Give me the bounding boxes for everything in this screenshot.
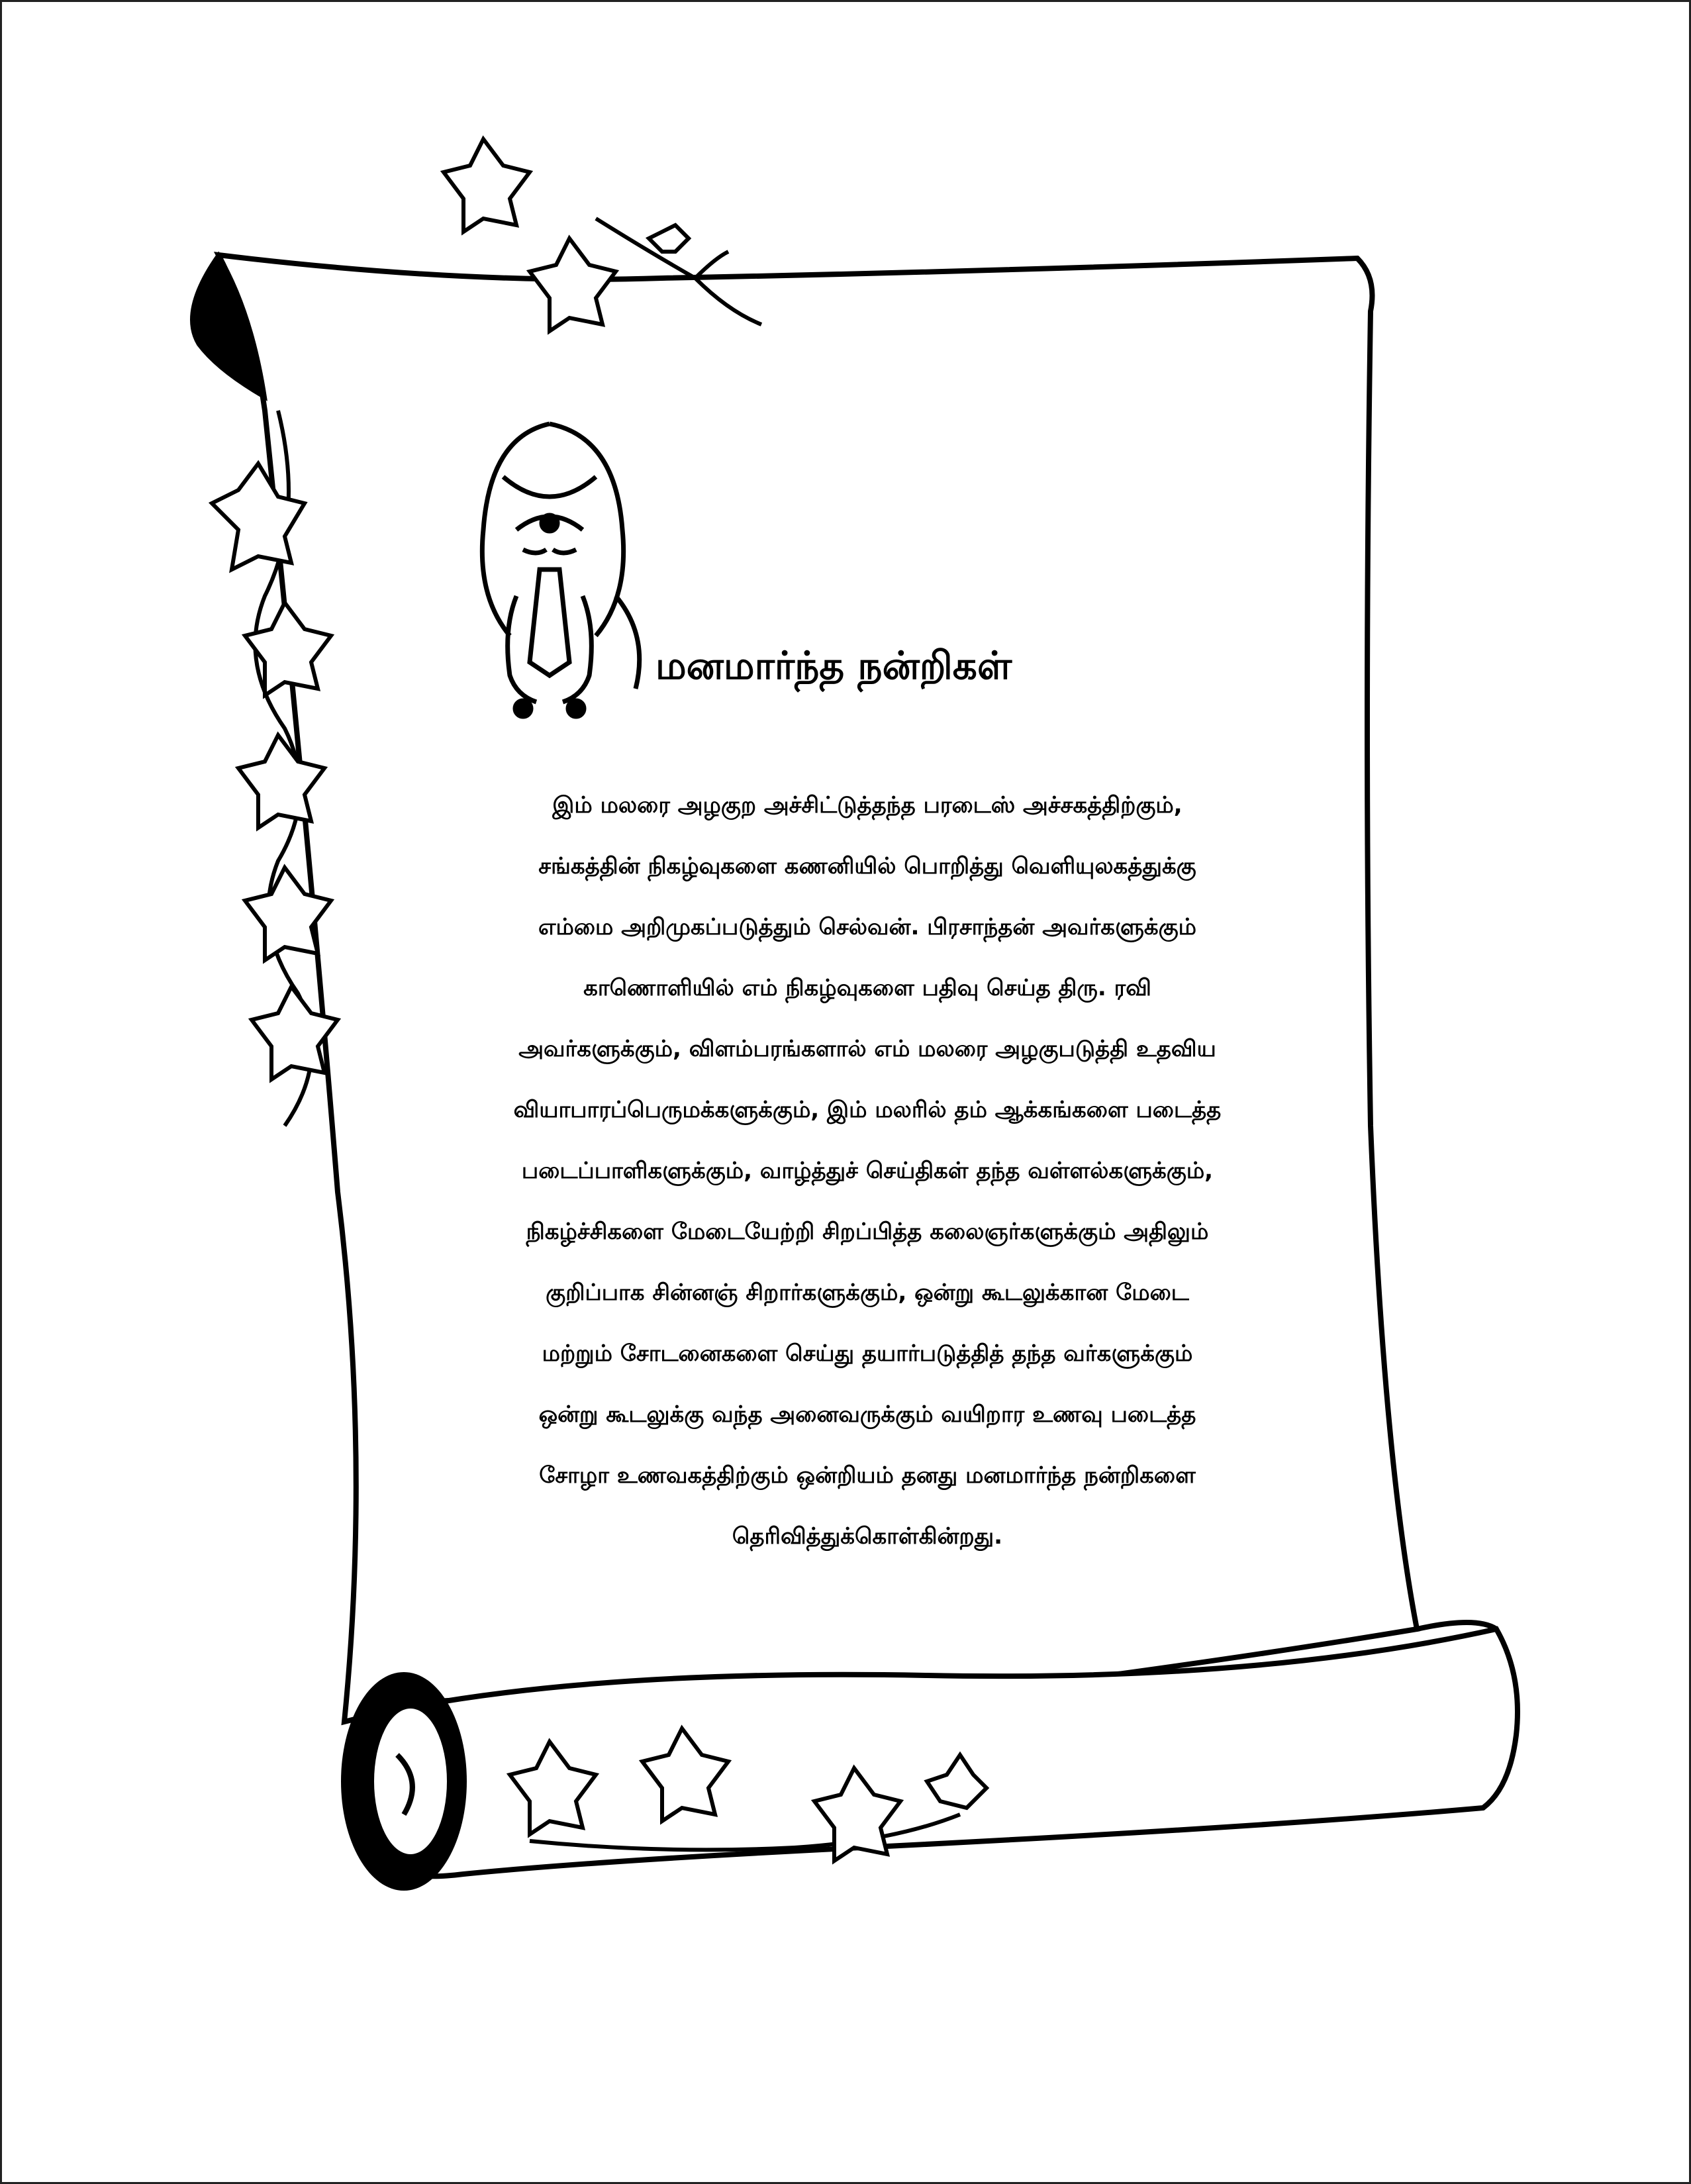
text-line: சங்கத்தின் நிகழ்வுகளை கணனியில் பொறித்து வெளியுலகத்துக்கு	[538, 853, 1196, 879]
text-line: மற்றும் சோடனைகளை செய்து தயார்படுத்தித் தந்த வர்களுக்கும்	[542, 1340, 1193, 1367]
text-line: குறிப்பாக சின்னஞ் சிறார்களுக்கும், ஒன்று கூடலுக்கான மேடை	[546, 1279, 1189, 1306]
text-line: காணொளியில் எம் நிகழ்வுகளை பதிவு செய்த திரு. ரவி	[583, 975, 1151, 1001]
text-line: ஒன்று கூடலுக்கு வந்த அனைவருக்கும் வயிறார உணவு படைத்த	[538, 1401, 1196, 1428]
text-line: இம் மலரை அழகுற அச்சிட்டுத்தந்த பரடைஸ் அச்சகத்திற்கும்,	[552, 792, 1183, 819]
text-line: நிகழ்ச்சிகளை மேடையேற்றி சிறப்பித்த கலைஞர்களுக்கும் அதிலும்	[526, 1218, 1209, 1245]
text-line: எம்மை அறிமுகப்படுத்தும் செல்வன். பிரசாந்தன் அவர்களுக்கும்	[538, 914, 1197, 940]
text-line: அவர்களுக்கும், விளம்பரங்களால் எம் மலரை அழகுபடுத்தி உதவிய	[518, 1036, 1216, 1062]
text-line: சோழா உணவகத்திற்கும் ஒன்றியம் தனது மனமார்ந்த நன்றிகளை	[539, 1462, 1196, 1489]
text-line: படைப்பாளிகளுக்கும், வாழ்த்துச் செய்திகள் தந்த வள்ளல்களுக்கும்,	[521, 1158, 1214, 1184]
acknowledgement-text	[424, 775, 1311, 1569]
text-line: வியாபாரப்பெருமக்களுக்கும், இம் மலரில் தம் ஆக்கங்களை படைத்த	[513, 1097, 1222, 1123]
page-title: மனமார்ந்த நன்றிகள்	[655, 643, 1012, 688]
text-line: தெரிவித்துக்கொள்கின்றது.	[732, 1523, 1003, 1550]
